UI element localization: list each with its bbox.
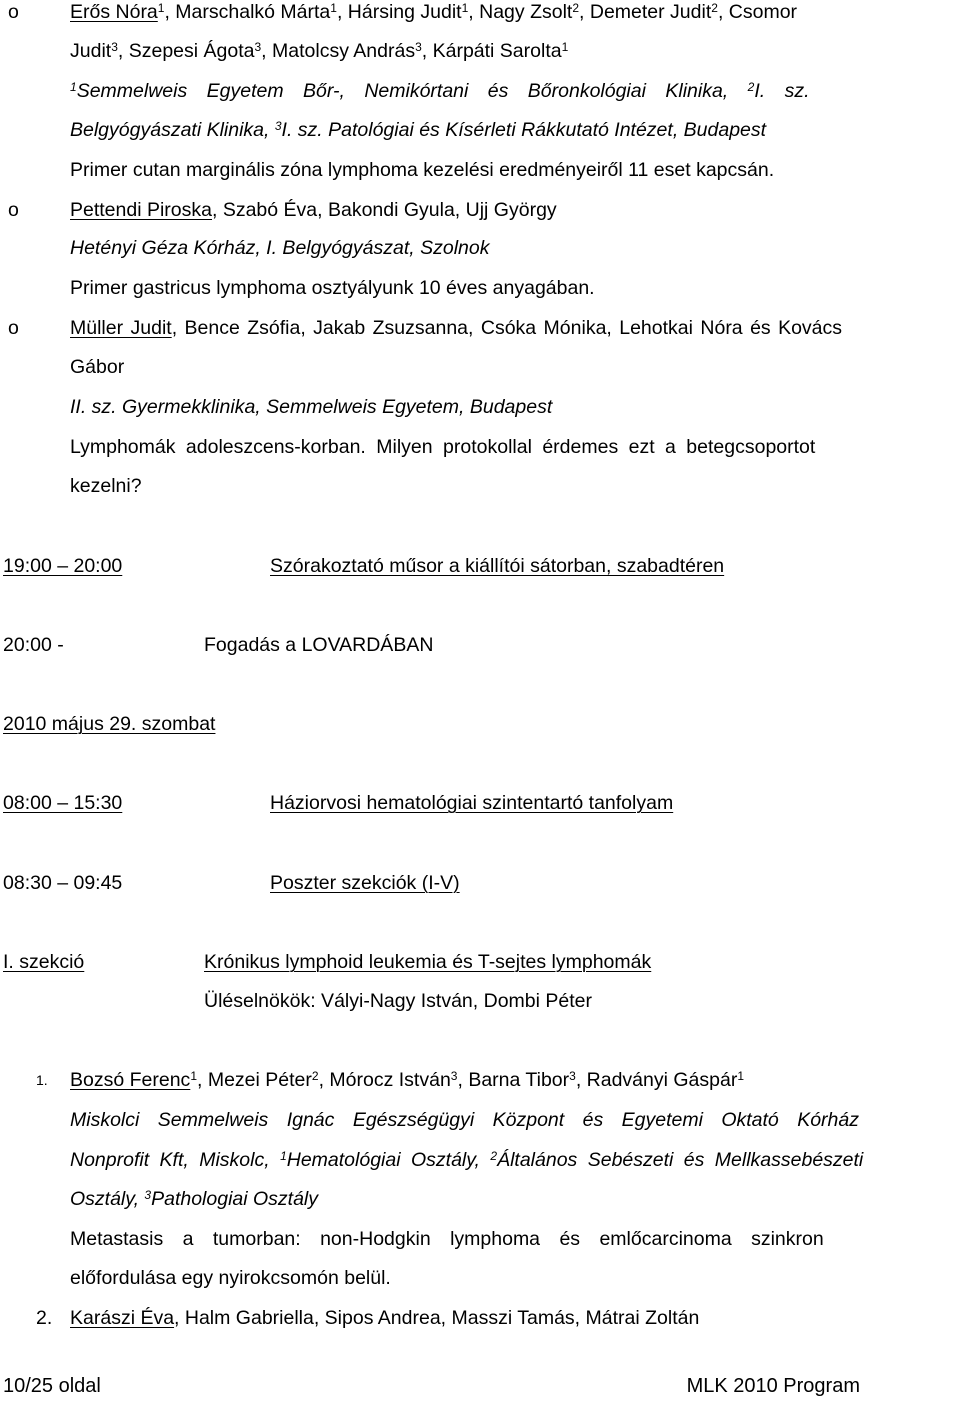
text-segment: , Radványi Gáspár [575,1069,738,1091]
authors-line [70,32,956,72]
text-segment: Osztály, [70,1188,145,1210]
affiliation-index: 3 [111,40,118,54]
affiliation-index: 1 [280,1149,287,1163]
text-segment: , Barna Tibor [457,1069,570,1091]
text-segment: , Hársing Judit [336,1,462,23]
presenting-author: Müller Judit [70,317,172,339]
text-segment: , Demeter Judit [579,1,712,23]
affiliation-index: 1 [70,80,77,94]
authors-line: Gábor [70,356,125,378]
affiliation-index: 1 [561,40,569,54]
text-segment: , Mezei Péter [197,1069,312,1091]
affiliation-index: 1 [330,1,337,15]
affiliation-line [70,72,956,112]
text-segment: Judit [70,40,112,62]
affiliation-index: 2 [490,1149,498,1163]
authors-line [70,1061,956,1101]
authors-line [70,0,956,33]
affiliation-index: 2 [747,80,755,94]
abstract-title: Primer gastricus lymphoma osztyályunk 10 éves anyagában. [70,277,595,299]
affiliation-line [70,1141,956,1181]
co-authors: , Halm Gabriella, Sipos Andrea, Masszi Tamás, Mátrai Zoltán [174,1307,700,1329]
schedule-time: 08:30 – 09:45 [3,872,123,894]
abstract-title: előfordulása egy nyirokcsomón belül. [70,1267,391,1289]
abstract-title: kezelni? [70,475,142,497]
affiliation-line [70,111,956,151]
affiliation-index: 1 [190,1069,197,1083]
presenting-author: Karászi Éva [70,1307,175,1329]
presenting-author: Pettendi Piroska [70,199,212,221]
schedule-title: Poszter szekciók (I-V) [270,872,460,894]
affiliation-index: 1 [157,1,165,15]
co-authors: , Szabó Éva, Bakondi Gyula, Ujj György [212,199,557,221]
bullet-marker: o [8,1,19,23]
affiliation-index: 3 [569,1069,576,1083]
affiliation-line [70,1180,956,1220]
bullet-marker: o [8,317,19,339]
authors-line [70,1299,956,1339]
affiliation-index: 3 [144,1188,152,1202]
affiliation-index: 3 [415,40,422,54]
schedule-title: Fogadás a LOVARDÁBAN [204,634,434,656]
section-label: I. szekció [3,951,85,973]
footer-title: MLK 2010 Program [686,1375,860,1397]
affiliation-index: 1 [461,1,469,15]
abstract-title: Metastasis a tumorban: non-Hodgkin lymphoma és emlőcarcinoma szinkron [70,1228,824,1250]
text-segment: I. sz. Patológiai és Kísérleti Rákkutató Intézet, Budapest [281,119,767,141]
text-segment: , Marschalkó Márta [164,1,331,23]
text-segment: , Matolcsy András [261,40,416,62]
schedule-title: Háziorvosi hematológiai szintentartó tanfolyam [270,792,674,814]
presenting-author: Erős Nóra [70,1,158,23]
authors-line [70,191,956,231]
schedule-title: Szórakoztató műsor a kiállítói sátorban, szabadtéren [270,555,725,577]
affiliation-index: 3 [274,119,282,133]
affiliation-index: 2 [711,1,718,15]
presenting-author: Bozsó Ferenc [70,1069,191,1091]
text-segment: Pathologiai Osztály [151,1188,319,1210]
section-chairs: Üléselnökök: Vályi-Nagy István, Dombi Péter [204,990,592,1012]
text-segment: Belgyógyászati Klinika, [70,119,275,141]
text-segment: Semmelweis Egyetem Bőr-, Nemikórtani és Bőronkológiai Klinika, [76,80,748,102]
affiliation-line: Miskolci Semmelweis Ignác Egészségügyi Központ és Egyetemi Oktató Kórház [70,1109,859,1131]
schedule-time: 08:00 – 15:30 [3,792,123,814]
text-segment: Általános Sebészeti és Mellkassebészeti [497,1149,864,1171]
abstract-title: Primer cutan marginális zóna lymphoma kezelési eredményeiről 11 eset kapcsán. [70,159,775,181]
day-heading: 2010 május 29. szombat [3,713,216,735]
item-number: 1. [36,1072,48,1088]
affiliation-index: 3 [254,40,262,54]
schedule-time: 20:00 - [3,634,64,656]
text-segment: Hematológiai Osztály, [286,1149,491,1171]
abstract-title: Lymphomák adoleszcens-korban. Milyen protokollal érdemes ezt a betegcsoportot [70,436,816,458]
authors-line [70,309,956,349]
text-segment: , Nagy Zsolt [468,1,573,23]
affiliation-index: 2 [572,1,580,15]
text-segment: , Mórocz István [318,1069,451,1091]
affiliation-line: II. sz. Gyermekklinika, Semmelweis Egyetem, Budapest [70,396,553,418]
item-number: 2. [36,1307,53,1329]
text-segment: , Csomor [717,1,798,23]
bullet-marker: o [8,199,19,221]
text-segment: , Szepesi Ágota [117,40,255,62]
text-segment: , Kárpáti Sarolta [421,40,562,62]
affiliation-index: 3 [450,1069,458,1083]
section-title: Krónikus lymphoid leukemia és T-sejtes lymphomák [204,951,652,973]
page-number: 10/25 oldal [3,1375,101,1397]
affiliation-index: 1 [737,1069,744,1083]
affiliation-line: Hetényi Géza Kórház, I. Belgyógyászat, Szolnok [70,237,490,259]
co-authors: , Bence Zsófia, Jakab Zsuzsanna, Csóka Mónika, Lehotkai Nóra és Kovács [171,317,843,339]
affiliation-index: 2 [311,1069,319,1083]
schedule-time: 19:00 – 20:00 [3,555,123,577]
text-segment: I. sz. [754,80,810,102]
text-segment: Nonprofit Kft, Miskolc, [70,1149,281,1171]
